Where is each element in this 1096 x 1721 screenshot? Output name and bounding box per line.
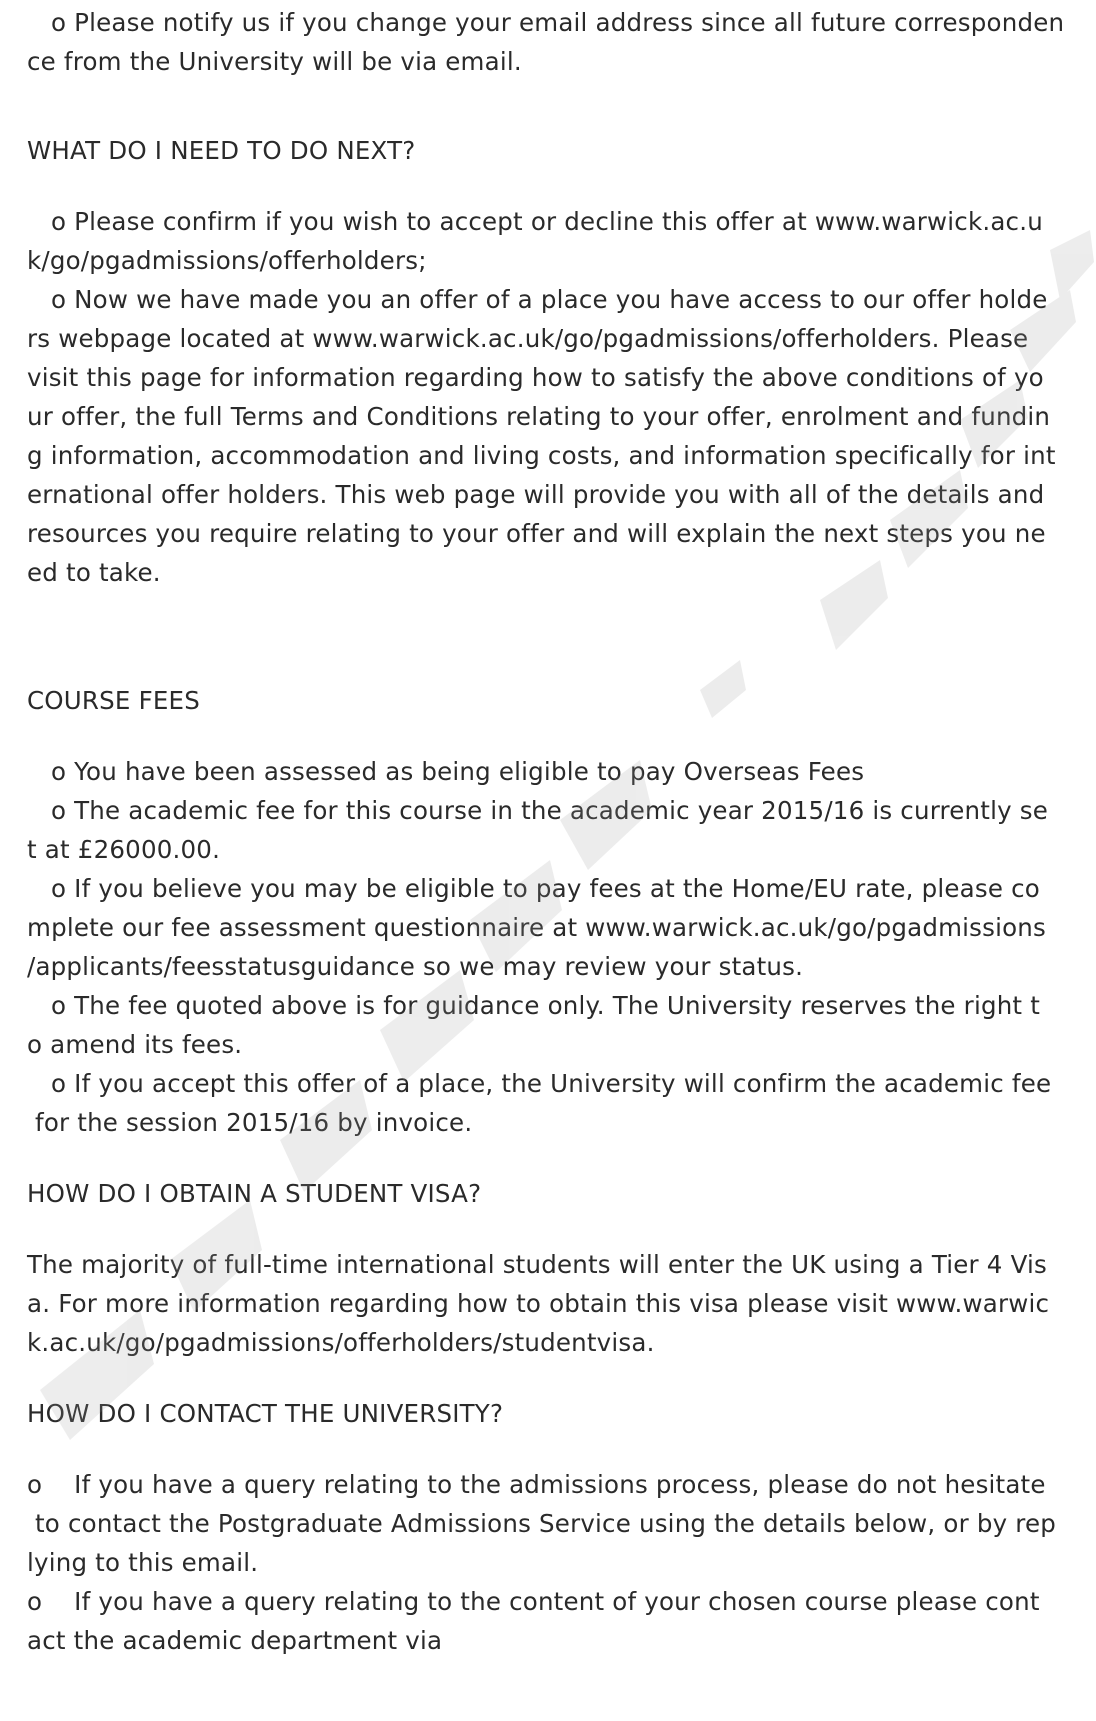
course-fees-line: o amend its fees. (27, 1030, 243, 1059)
course-fees-line: o The fee quoted above is for guidance only. The University reserves the right t (27, 991, 1041, 1020)
next-steps-line: visit this page for information regarding how to satisfy the above conditions of yo (27, 363, 1044, 392)
course-fees-line: /applicants/feesstatusguidance so we may review your status. (27, 952, 804, 981)
contact-line: lying to this email. (27, 1548, 259, 1577)
section-heading-next-steps: WHAT DO I NEED TO DO NEXT? (27, 136, 416, 165)
contact-line: to contact the Postgraduate Admissions Service using the details below, or by rep (27, 1509, 1057, 1538)
next-steps-line: o Now we have made you an offer of a place you have access to our offer holde (27, 285, 1048, 314)
section-heading-course-fees: COURSE FEES (27, 686, 200, 715)
next-steps-line: g information, accommodation and living costs, and information specifically for int (27, 441, 1056, 470)
visa-line: k.ac.uk/go/pgadmissions/offerholders/studentvisa. (27, 1328, 655, 1357)
next-steps-line: ed to take. (27, 558, 161, 587)
notify-line-2: ce from the University will be via email. (27, 47, 522, 76)
next-steps-line: rs webpage located at www.warwick.ac.uk/go/pgadmissions/offerholders. Please (27, 324, 1029, 353)
visa-line: The majority of full-time international students will enter the UK using a Tier 4 Vis (27, 1250, 1047, 1279)
course-fees-line: o If you accept this offer of a place, the University will confirm the academic fee (27, 1069, 1052, 1098)
contact-line: o If you have a query relating to the admissions process, please do not hesitate (27, 1470, 1046, 1499)
next-steps-line: ur offer, the full Terms and Conditions relating to your offer, enrolment and fundin (27, 402, 1051, 431)
section-heading-contact: HOW DO I CONTACT THE UNIVERSITY? (27, 1399, 504, 1428)
course-fees-line: mplete our fee assessment questionnaire at www.warwick.ac.uk/go/pgadmissions (27, 913, 1046, 942)
course-fees-line: o The academic fee for this course in the academic year 2015/16 is currently se (27, 796, 1049, 825)
course-fees-line: t at £26000.00. (27, 835, 221, 864)
contact-line: act the academic department via (27, 1626, 443, 1655)
visa-line: a. For more information regarding how to obtain this visa please visit www.warwic (27, 1289, 1050, 1318)
next-steps-line: k/go/pgadmissions/offerholders; (27, 246, 427, 275)
notify-line-1: o Please notify us if you change your email address since all future corresponden (27, 8, 1065, 37)
next-steps-line: ernational offer holders. This web page will provide you with all of the details and (27, 480, 1045, 509)
course-fees-line: o You have been assessed as being eligible to pay Overseas Fees (27, 757, 865, 786)
next-steps-line: resources you require relating to your offer and will explain the next steps you ne (27, 519, 1046, 548)
course-fees-line: for the session 2015/16 by invoice. (27, 1108, 473, 1137)
next-steps-line: o Please confirm if you wish to accept or decline this offer at www.warwick.ac.u (27, 207, 1043, 236)
course-fees-line: o If you believe you may be eligible to pay fees at the Home/EU rate, please co (27, 874, 1040, 903)
section-heading-visa: HOW DO I OBTAIN A STUDENT VISA? (27, 1179, 482, 1208)
document-page (27, 0, 1072, 1660)
contact-line: o If you have a query relating to the content of your chosen course please cont (27, 1587, 1040, 1616)
